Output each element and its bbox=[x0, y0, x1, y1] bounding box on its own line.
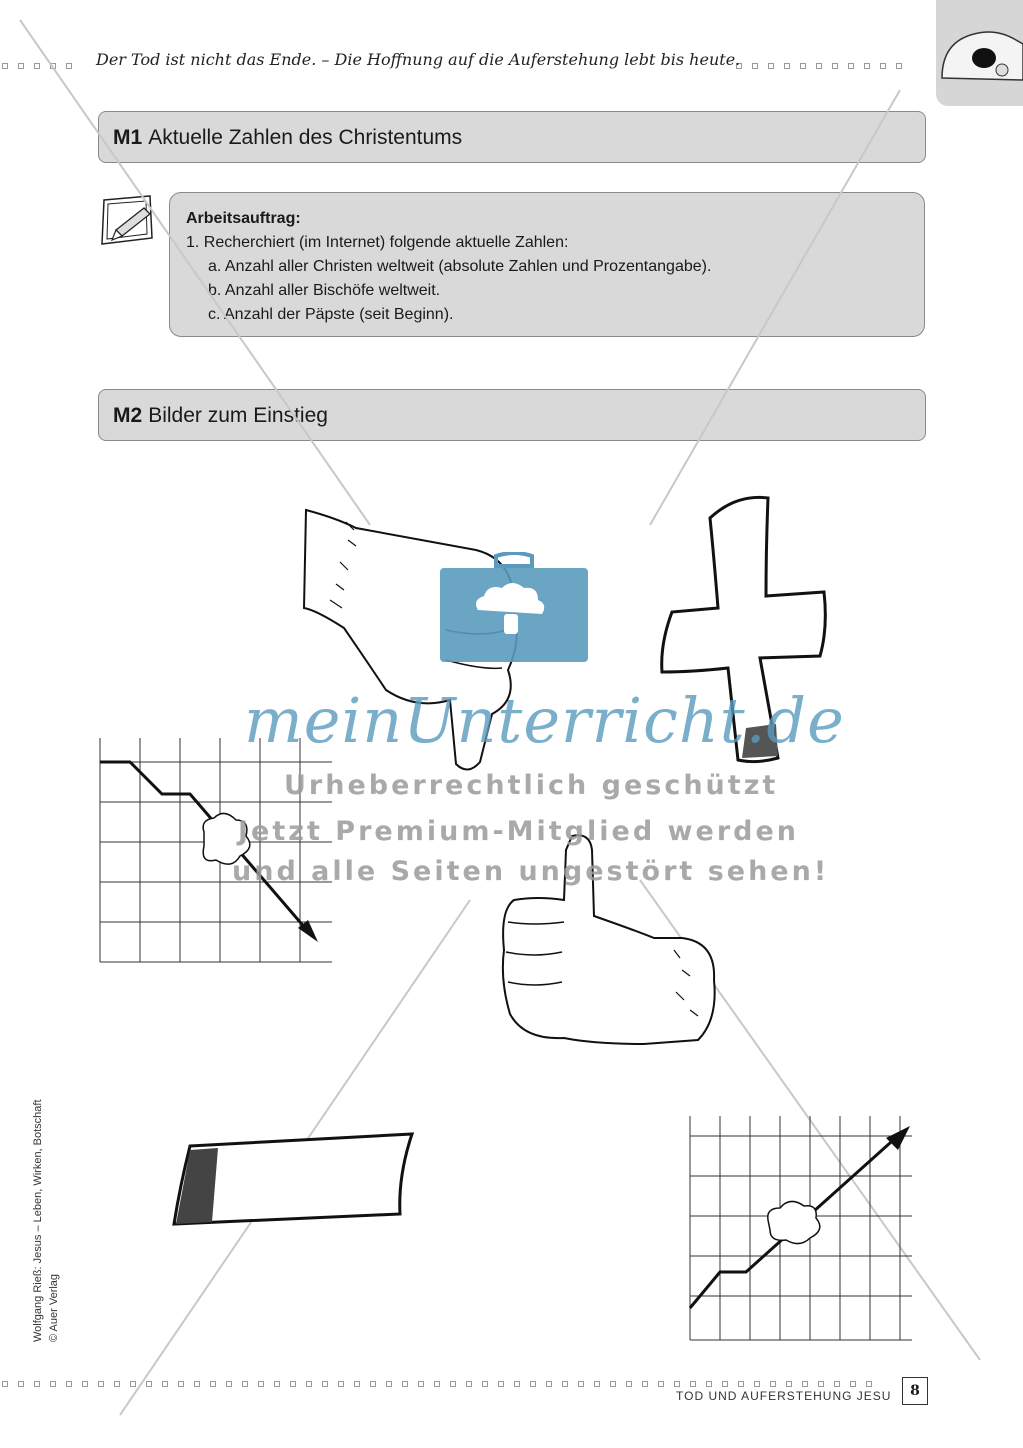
task-heading: Arbeitsauftrag: bbox=[186, 210, 301, 227]
footer-dots bbox=[2, 1374, 882, 1382]
side-publisher: © Auer Verlag bbox=[48, 1273, 60, 1342]
watermark-logo: meinUnterricht.de bbox=[244, 684, 845, 757]
page-number: 8 bbox=[902, 1377, 928, 1405]
task-item-1a: a. Anzahl aller Christen weltweit (absolute Zahlen und Prozentangabe). bbox=[208, 258, 712, 275]
section-m2-title: Bilder zum Einstieg bbox=[148, 404, 328, 427]
side-credits bbox=[30, 1099, 62, 1342]
task-item-1c: c. Anzahl der Päpste (seit Beginn). bbox=[208, 306, 454, 323]
minus-sign-icon bbox=[168, 1126, 418, 1230]
watermark-line-3: und alle Seiten ungestört sehen! bbox=[232, 856, 830, 887]
task-item-1: 1. Recherchiert (im Internet) folgende aktuelle Zahlen: bbox=[186, 234, 569, 251]
task-item-1b: b. Anzahl aller Bischöfe weltweit. bbox=[208, 282, 441, 299]
watermark-line-2: Jetzt Premium-Mitglied werden bbox=[238, 816, 799, 847]
section-m2-code: M2 bbox=[113, 404, 143, 427]
chart-rising-icon bbox=[686, 1112, 916, 1344]
side-author: Wolfgang Rieß: Jesus – Leben, Wirken, Botschaft bbox=[32, 1099, 44, 1342]
section-m1-code: M1 bbox=[113, 126, 143, 149]
section-m1-title: Aktuelle Zahlen des Christentums bbox=[148, 126, 463, 149]
header-subtitle: Der Tod ist nicht das Ende. – Die Hoffnung auf die Auferstehung lebt bis heute. bbox=[96, 50, 741, 69]
briefcase-logo-icon bbox=[438, 552, 590, 664]
footer-title: TOD UND AUFERSTEHUNG JESU bbox=[676, 1389, 892, 1403]
watermark-line-1: Urheberrechtlich geschützt bbox=[284, 770, 779, 801]
